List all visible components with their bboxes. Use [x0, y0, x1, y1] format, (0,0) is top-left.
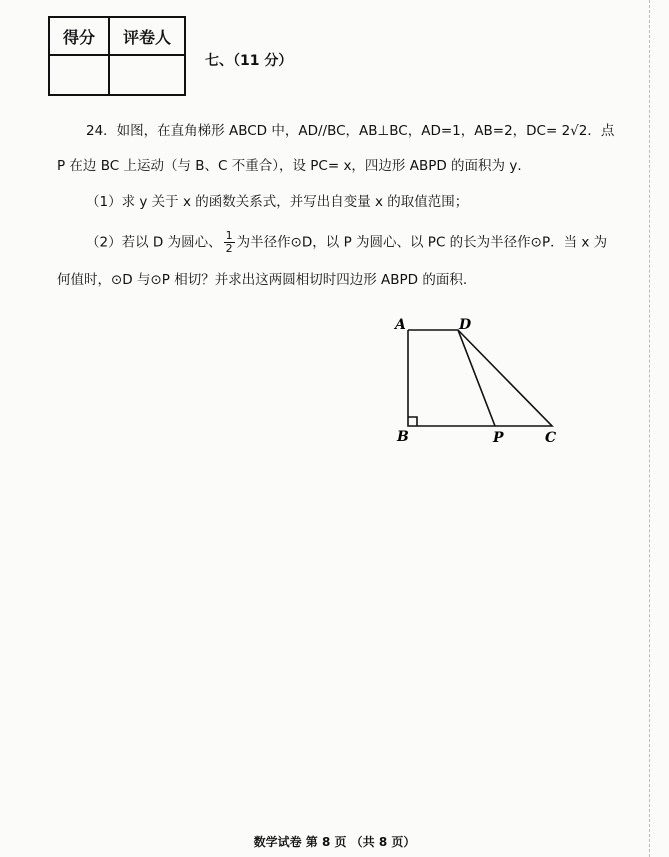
- problem-part-2: [86, 230, 607, 255]
- label-p: P: [493, 430, 504, 446]
- part-2-text-a: （2）若以 D 为圆心、: [86, 234, 222, 251]
- problem-line-1: 24．如图，在直角梯形 ABCD 中，AD//BC，AB⊥BC，AD=1，AB=2，DC= 2√2．点: [86, 123, 615, 139]
- label-b: B: [397, 429, 409, 445]
- trapezoid-figure: [385, 305, 565, 450]
- part-2-text-b: 为半径作⊙D，以 P 为圆心、以 PC 的长为半径作⊙P．当 x 为: [236, 234, 608, 251]
- fraction-numerator: 1: [225, 229, 233, 242]
- page-edge-line: [649, 0, 651, 857]
- score-header: 得分: [49, 17, 109, 55]
- problem-part-1: （1）求 y 关于 x 的函数关系式，并写出自变量 x 的取值范围；: [86, 194, 469, 210]
- fraction-one-half: [224, 230, 235, 255]
- grader-cell[interactable]: [109, 55, 185, 95]
- fraction-denominator: 2: [225, 242, 233, 255]
- grader-header: 评卷人: [109, 17, 185, 55]
- problem-part-2-line-2: 何值时，⊙D 与⊙P 相切？并求出这两圆相切时四边形 ABPD 的面积.: [57, 272, 468, 288]
- right-angle-mark: [408, 417, 417, 426]
- trapezoid-outline: [408, 330, 552, 426]
- score-table: [48, 16, 186, 96]
- problem-line-2: P 在边 BC 上运动（与 B、C 不重合），设 PC= x，四边形 ABPD 的面积为 y．: [57, 158, 531, 174]
- label-d: D: [459, 317, 472, 333]
- segment-dp: [458, 330, 495, 426]
- label-c: C: [545, 430, 557, 446]
- page-footer: 数学试卷 第 8 页 （共 8 页）: [253, 835, 416, 849]
- label-a: A: [395, 317, 406, 333]
- section-heading: 七、（11 分）: [205, 53, 293, 69]
- score-cell[interactable]: [49, 55, 109, 95]
